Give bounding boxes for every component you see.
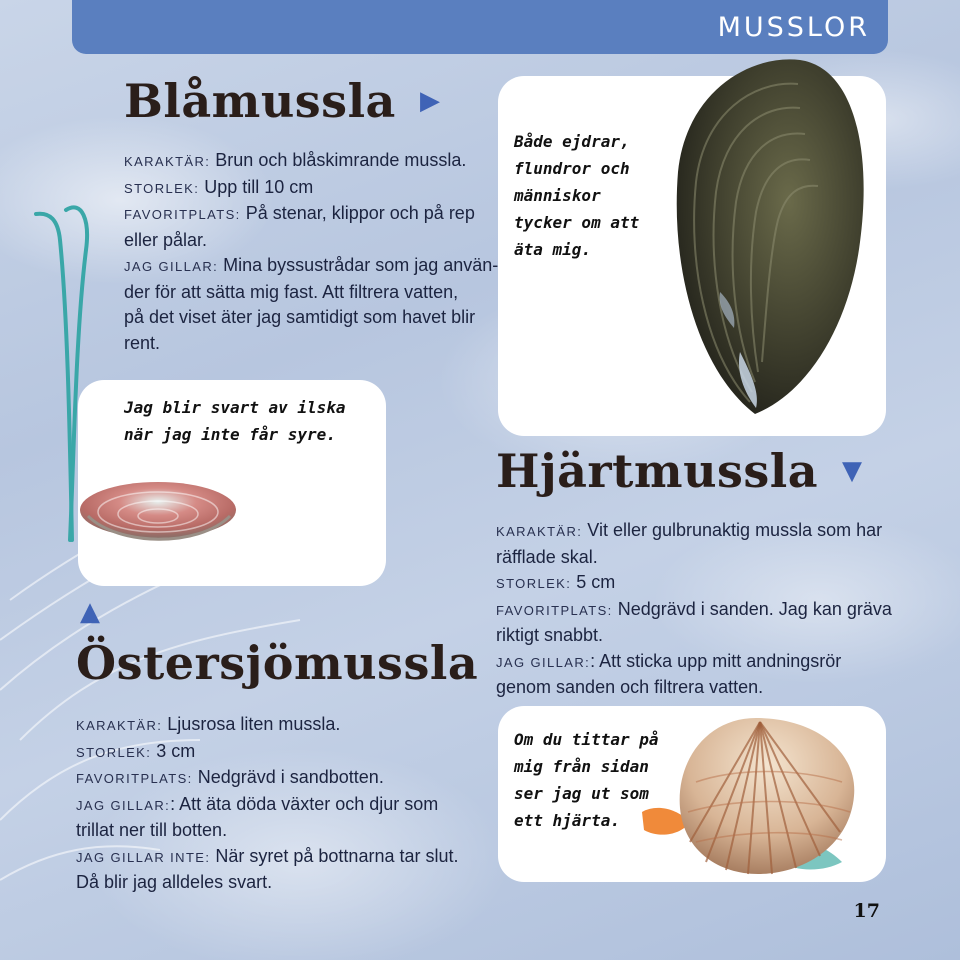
info-label: JAG GILLAR INTE: xyxy=(76,849,211,865)
info-line xyxy=(124,228,504,254)
info-label: JAG GILLAR: xyxy=(496,654,591,670)
info-line xyxy=(496,675,916,701)
speech-line: äta mig. xyxy=(514,240,592,259)
info-text: Brun och blåskimrande mussla. xyxy=(210,150,467,170)
header-bar xyxy=(72,0,888,54)
speech-line: ser jag ut som xyxy=(514,784,649,803)
info-line xyxy=(76,818,496,844)
hjartmussla-title: Hjärtmussla xyxy=(496,444,819,498)
speech-line: Både ejdrar, xyxy=(514,132,630,151)
info-text: När syret på bottnarna tar slut. xyxy=(210,845,459,866)
speech-line: när jag inte får syre. xyxy=(124,425,336,444)
ostersjomussla-info xyxy=(76,712,496,896)
info-line xyxy=(76,739,496,766)
baltic-clam-illustration xyxy=(78,476,243,556)
info-label: STORLEK: xyxy=(124,180,200,196)
speech-line: ett hjärta. xyxy=(514,811,620,830)
info-text: : Att äta döda växter och djur som xyxy=(170,793,439,814)
arrow-down-icon: ▼ xyxy=(842,456,862,486)
info-line xyxy=(496,518,916,545)
blamussla-title: Blåmussla xyxy=(124,74,396,128)
ostersjomussla-speech xyxy=(124,394,384,448)
info-line xyxy=(124,148,504,175)
info-text: 3 cm xyxy=(151,740,196,761)
info-text: der för att sätta mig fast. Att filtrera vatten, xyxy=(124,281,459,302)
speech-line: Jag blir svart av ilska xyxy=(124,398,346,417)
blamussla-info xyxy=(124,148,504,356)
info-text: Nedgrävd i sanden. Jag kan gräva xyxy=(612,598,892,619)
info-line xyxy=(124,253,504,280)
info-label: JAG GILLAR: xyxy=(124,259,219,274)
info-line xyxy=(76,870,496,896)
blamussla-speech xyxy=(514,128,684,263)
speech-line: flundror och xyxy=(514,159,630,178)
hjartmussla-info xyxy=(496,518,916,701)
info-text: räfflade skal. xyxy=(496,546,598,567)
arrow-right-icon: ▶ xyxy=(420,86,440,116)
arrow-up-icon: ▲ xyxy=(80,597,100,627)
info-label: FAVORITPLATS: xyxy=(496,602,613,618)
info-line xyxy=(124,331,504,357)
info-text: Upp till 10 cm xyxy=(199,176,314,197)
info-label: FAVORITPLATS: xyxy=(124,207,241,222)
info-line xyxy=(76,844,496,871)
info-label: FAVORITPLATS: xyxy=(76,771,193,786)
info-label: KARAKTÄR: xyxy=(124,154,211,169)
info-label: STORLEK: xyxy=(496,576,572,591)
info-text: På stenar, klippor och på rep xyxy=(240,203,475,223)
info-line xyxy=(496,623,916,649)
info-label: KARAKTÄR: xyxy=(76,718,163,733)
info-line xyxy=(76,712,496,739)
info-text: Nedgrävd i sandbotten. xyxy=(192,767,384,787)
speech-line: Om du tittar på xyxy=(514,730,659,749)
info-text: 5 cm xyxy=(571,572,616,592)
info-text: Mina byssustrådar som jag använ- xyxy=(218,255,499,275)
info-text: genom sanden och filtrera vatten. xyxy=(496,677,764,697)
info-text: Ljusrosa liten mussla. xyxy=(162,714,341,734)
speech-line: tycker om att xyxy=(514,213,640,232)
cockle-illustration xyxy=(636,712,876,882)
info-line xyxy=(124,175,504,202)
info-line xyxy=(496,545,916,571)
info-text: trillat ner till botten. xyxy=(76,820,228,840)
info-text: Vit eller gulbrunaktig mussla som har xyxy=(582,520,883,540)
info-line xyxy=(124,305,504,331)
info-text: : Att sticka upp mitt andningsrör xyxy=(590,650,842,671)
info-line xyxy=(124,201,504,228)
info-line xyxy=(76,792,496,819)
info-label: STORLEK: xyxy=(76,744,152,760)
info-line xyxy=(124,280,504,306)
speech-line: människor xyxy=(514,186,601,205)
blue-mussel-illustration xyxy=(660,52,875,422)
info-text: på det viset äter jag samtidigt som havet blir xyxy=(124,307,476,327)
section-title: MUSSLOR xyxy=(717,12,870,43)
info-line xyxy=(496,649,916,676)
speech-line: mig från sidan xyxy=(514,757,649,776)
info-text: Då blir jag alldeles svart. xyxy=(76,872,273,892)
page-number: 17 xyxy=(853,900,880,922)
info-line xyxy=(76,765,496,792)
info-line xyxy=(496,570,916,597)
info-label: KARAKTÄR: xyxy=(496,524,583,539)
info-text: riktigt snabbt. xyxy=(496,625,604,645)
info-text: rent. xyxy=(124,332,161,353)
info-text: eller pålar. xyxy=(124,229,208,250)
info-label: JAG GILLAR: xyxy=(76,797,171,813)
info-line xyxy=(496,597,916,624)
ostersjomussla-title: Östersjömussla xyxy=(76,636,479,690)
